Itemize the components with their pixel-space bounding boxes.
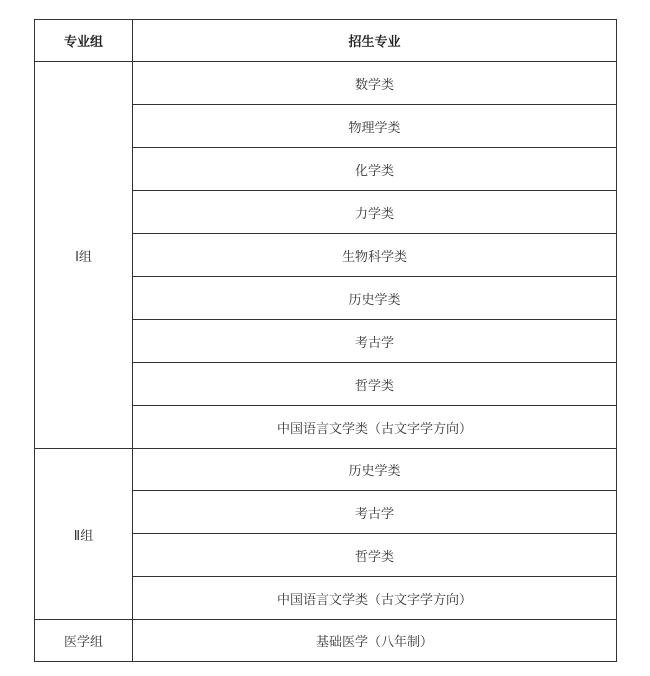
major-cell: 基础医学（八年制） [133, 620, 617, 662]
major-cell: 考古学 [133, 320, 617, 363]
major-cell: 生物科学类 [133, 234, 617, 277]
table-row [35, 449, 617, 491]
major-cell: 哲学类 [133, 363, 617, 406]
major-cell: 物理学类 [133, 105, 617, 148]
group-cell-1: Ⅰ组 [35, 62, 133, 449]
major-cell: 考古学 [133, 491, 617, 534]
header-majors: 招生专业 [133, 20, 617, 62]
major-cell: 化学类 [133, 148, 617, 191]
major-cell: 数学类 [133, 62, 617, 105]
group-cell-2: Ⅱ组 [35, 449, 133, 620]
major-cell: 哲学类 [133, 534, 617, 577]
table-row [35, 620, 617, 662]
group-cell-3: 医学组 [35, 620, 133, 662]
major-cell: 中国语言文学类（古文字学方向） [133, 406, 617, 449]
header-row [35, 20, 617, 62]
major-cell: 历史学类 [133, 277, 617, 320]
admissions-table [34, 19, 617, 662]
major-cell: 力学类 [133, 191, 617, 234]
major-cell: 中国语言文学类（古文字学方向） [133, 577, 617, 620]
table-row [35, 62, 617, 105]
header-group: 专业组 [35, 20, 133, 62]
major-cell: 历史学类 [133, 449, 617, 491]
